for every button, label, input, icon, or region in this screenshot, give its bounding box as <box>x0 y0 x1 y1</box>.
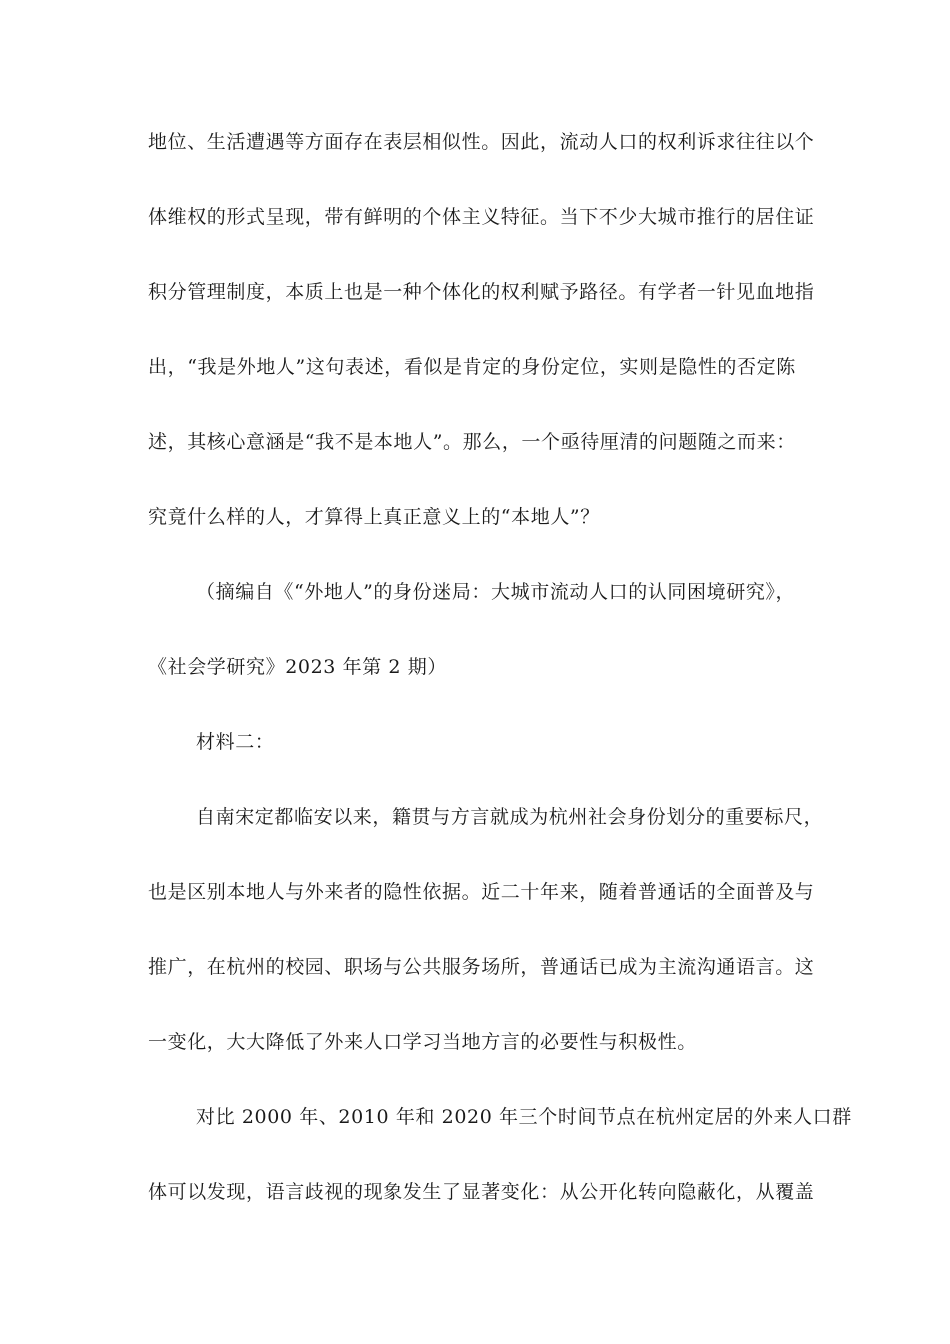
paragraph-line: 究竟什么样的人，才算得上真正意义上的“本地人”？ <box>148 506 600 528</box>
paragraph-line: 也是区别本地人与外来者的隐性依据。近二十年来，随着普通话的全面普及与 <box>148 881 815 903</box>
section-heading: 材料二： <box>196 731 275 753</box>
paragraph-line: 积分管理制度，本质上也是一种个体化的权利赋予路径。有学者一针见血地指 <box>148 281 815 303</box>
paragraph-line: 地位、生活遭遇等方面存在表层相似性。因此，流动人口的权利诉求往往以个 <box>148 131 815 153</box>
paragraph-line: 体维权的形式呈现，带有鲜明的个体主义特征。当下不少大城市推行的居住证 <box>148 206 815 228</box>
paragraph-line: 自南宋定都临安以来，籍贯与方言就成为杭州社会身份划分的重要标尺， <box>196 806 824 828</box>
citation-line: （摘编自《“外地人”的身份迷局：大城市流动人口的认同困境研究》， <box>196 581 796 603</box>
paragraph-line: 对比 2000 年、2010 年和 2020 年三个时间节点在杭州定居的外来人口群 <box>196 1106 852 1128</box>
paragraph-line: 出，“我是外地人”这句表述，看似是肯定的身份定位，实则是隐性的否定陈 <box>148 356 796 378</box>
paragraph-line: 一变化，大大降低了外来人口学习当地方言的必要性与积极性。 <box>148 1031 697 1053</box>
paragraph-line: 推广，在杭州的校园、职场与公共服务场所，普通话已成为主流沟通语言。这 <box>148 956 815 978</box>
paragraph-line: 体可以发现，语言歧视的现象发生了显著变化：从公开化转向隐蔽化，从覆盖 <box>148 1181 815 1203</box>
citation-line: 《社会学研究》2023 年第 2 期） <box>148 656 447 678</box>
paragraph-line: 述，其核心意涵是“我不是本地人”。那么，一个亟待厘清的问题随之而来： <box>148 431 796 453</box>
